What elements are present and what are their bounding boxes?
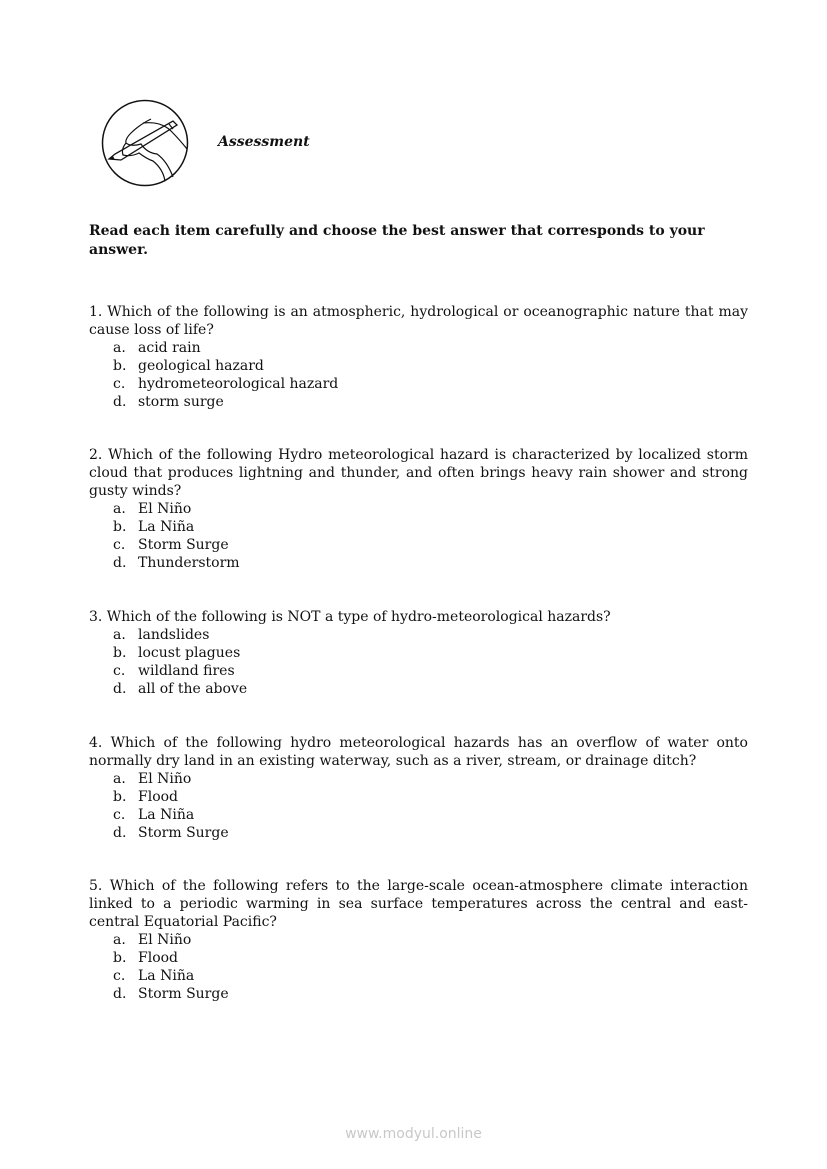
option-a: a. acid rain bbox=[113, 340, 201, 356]
question-3 bbox=[89, 608, 748, 698]
option-b: b. locust plagues bbox=[113, 645, 241, 661]
question-text: 1. Which of the following is an atmospheric, hydrological or oceanographic nature that may cause loss of life? bbox=[89, 304, 748, 338]
watermark: www.modyul.online bbox=[345, 1126, 482, 1142]
option-c: c. La Niña bbox=[113, 968, 195, 984]
option-a: a. El Niño bbox=[113, 932, 192, 948]
question-5 bbox=[89, 877, 748, 1003]
option-c: c. wildland fires bbox=[113, 663, 235, 679]
question-text: 3. Which of the following is NOT a type of hydro-meteorological hazards? bbox=[89, 609, 611, 625]
option-d: d. Storm Surge bbox=[113, 986, 229, 1002]
option-a: a. El Niño bbox=[113, 771, 192, 787]
question-text: 5. Which of the following refers to the large-scale ocean-atmosphere climate interaction linked to a periodic warming in sea surface temperatures across the central and east-central Equatorial Pacific? bbox=[89, 878, 748, 930]
option-a: a. El Niño bbox=[113, 501, 192, 517]
option-c: c. La Niña bbox=[113, 807, 195, 823]
section-title: Assessment bbox=[218, 134, 310, 150]
option-c: c. hydrometeorological hazard bbox=[113, 376, 339, 392]
option-b: b. La Niña bbox=[113, 519, 195, 535]
question-1 bbox=[89, 303, 748, 411]
option-d: d. Storm Surge bbox=[113, 825, 229, 841]
hand-writing-pencil-icon bbox=[101, 99, 189, 187]
instructions: Read each item carefully and choose the best answer that corresponds to your answer. bbox=[89, 223, 705, 258]
option-c: c. Storm Surge bbox=[113, 537, 229, 553]
option-d: d. all of the above bbox=[113, 681, 248, 697]
option-d: d. Thunderstorm bbox=[113, 555, 240, 571]
question-text: 2. Which of the following Hydro meteorological hazard is characterized by localized storm cloud that produces lightning and thunder, and often brings heavy rain shower and strong gusty winds? bbox=[89, 447, 748, 499]
option-b: b. Flood bbox=[113, 789, 179, 805]
option-d: d. storm surge bbox=[113, 394, 224, 410]
question-text: 4. Which of the following hydro meteorological hazards has an overflow of water onto normally dry land in an existing waterway, such as a river, stream, or drainage ditch? bbox=[89, 735, 748, 769]
option-b: b. Flood bbox=[113, 950, 179, 966]
question-2 bbox=[89, 446, 748, 572]
option-b: b. geological hazard bbox=[113, 358, 264, 374]
question-4 bbox=[89, 734, 748, 842]
option-a: a. landslides bbox=[113, 627, 210, 643]
